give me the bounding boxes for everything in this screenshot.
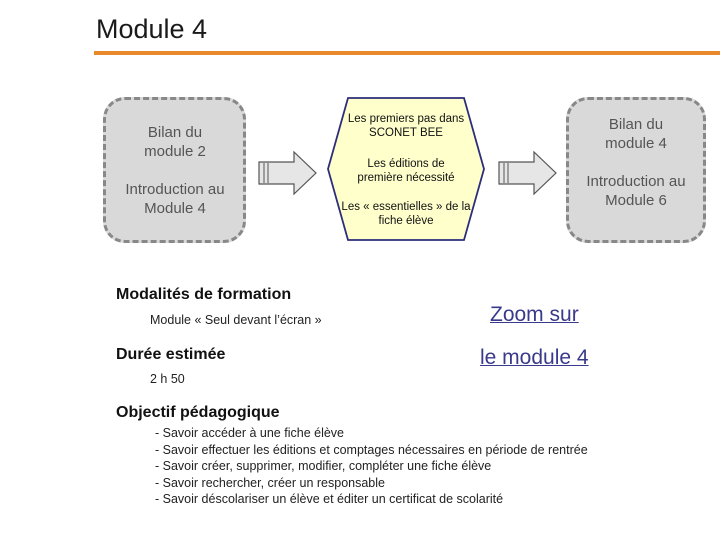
right-box-line1: Bilan du module 4 (605, 116, 667, 152)
hexagon-item-premiers-pas: Les premiers pas dans SCONET BEE (347, 113, 465, 139)
left-box-line1: Bilan du module 2 (144, 124, 206, 160)
objectif-heading: Objectif pédagogique (116, 404, 280, 421)
right-arrow-icon (258, 150, 318, 196)
objectif-item: - Savoir déscolariser un élève et éditer un certificat de scolarité (155, 492, 504, 506)
right-box-line2: Introduction au Module 6 (586, 173, 686, 209)
hexagon-item-essentielles: Les « essentielles » de la fiche élève (341, 201, 471, 227)
objectif-item: - Savoir effectuer les éditions et comptages nécessaires en période de rentrée (155, 442, 588, 457)
objectif-item: - Savoir accéder à une fiche élève (155, 426, 344, 440)
zoom-link-line2[interactable]: le module 4 (480, 346, 589, 369)
right-arrow-icon (498, 150, 558, 196)
objectif-item: - Savoir créer, supprimer, modifier, compléter une fiche élève (155, 459, 492, 473)
page-title: Module 4 (96, 14, 208, 44)
title-underline (94, 51, 720, 55)
left-box-line2: Introduction au Module 4 (125, 181, 225, 217)
left-box (103, 97, 246, 243)
modalites-value: Module « Seul devant l’écran » (150, 313, 322, 327)
hexagon-item-editions: Les éditions de première nécessité (357, 158, 455, 184)
zoom-link-line1[interactable]: Zoom sur (490, 303, 579, 326)
duree-heading: Durée estimée (116, 346, 226, 363)
objectif-list (155, 425, 588, 508)
duree-value: 2 h 50 (150, 372, 185, 386)
objectif-item: - Savoir rechercher, créer un responsable (155, 475, 385, 490)
modalites-heading: Modalités de formation (116, 286, 292, 303)
